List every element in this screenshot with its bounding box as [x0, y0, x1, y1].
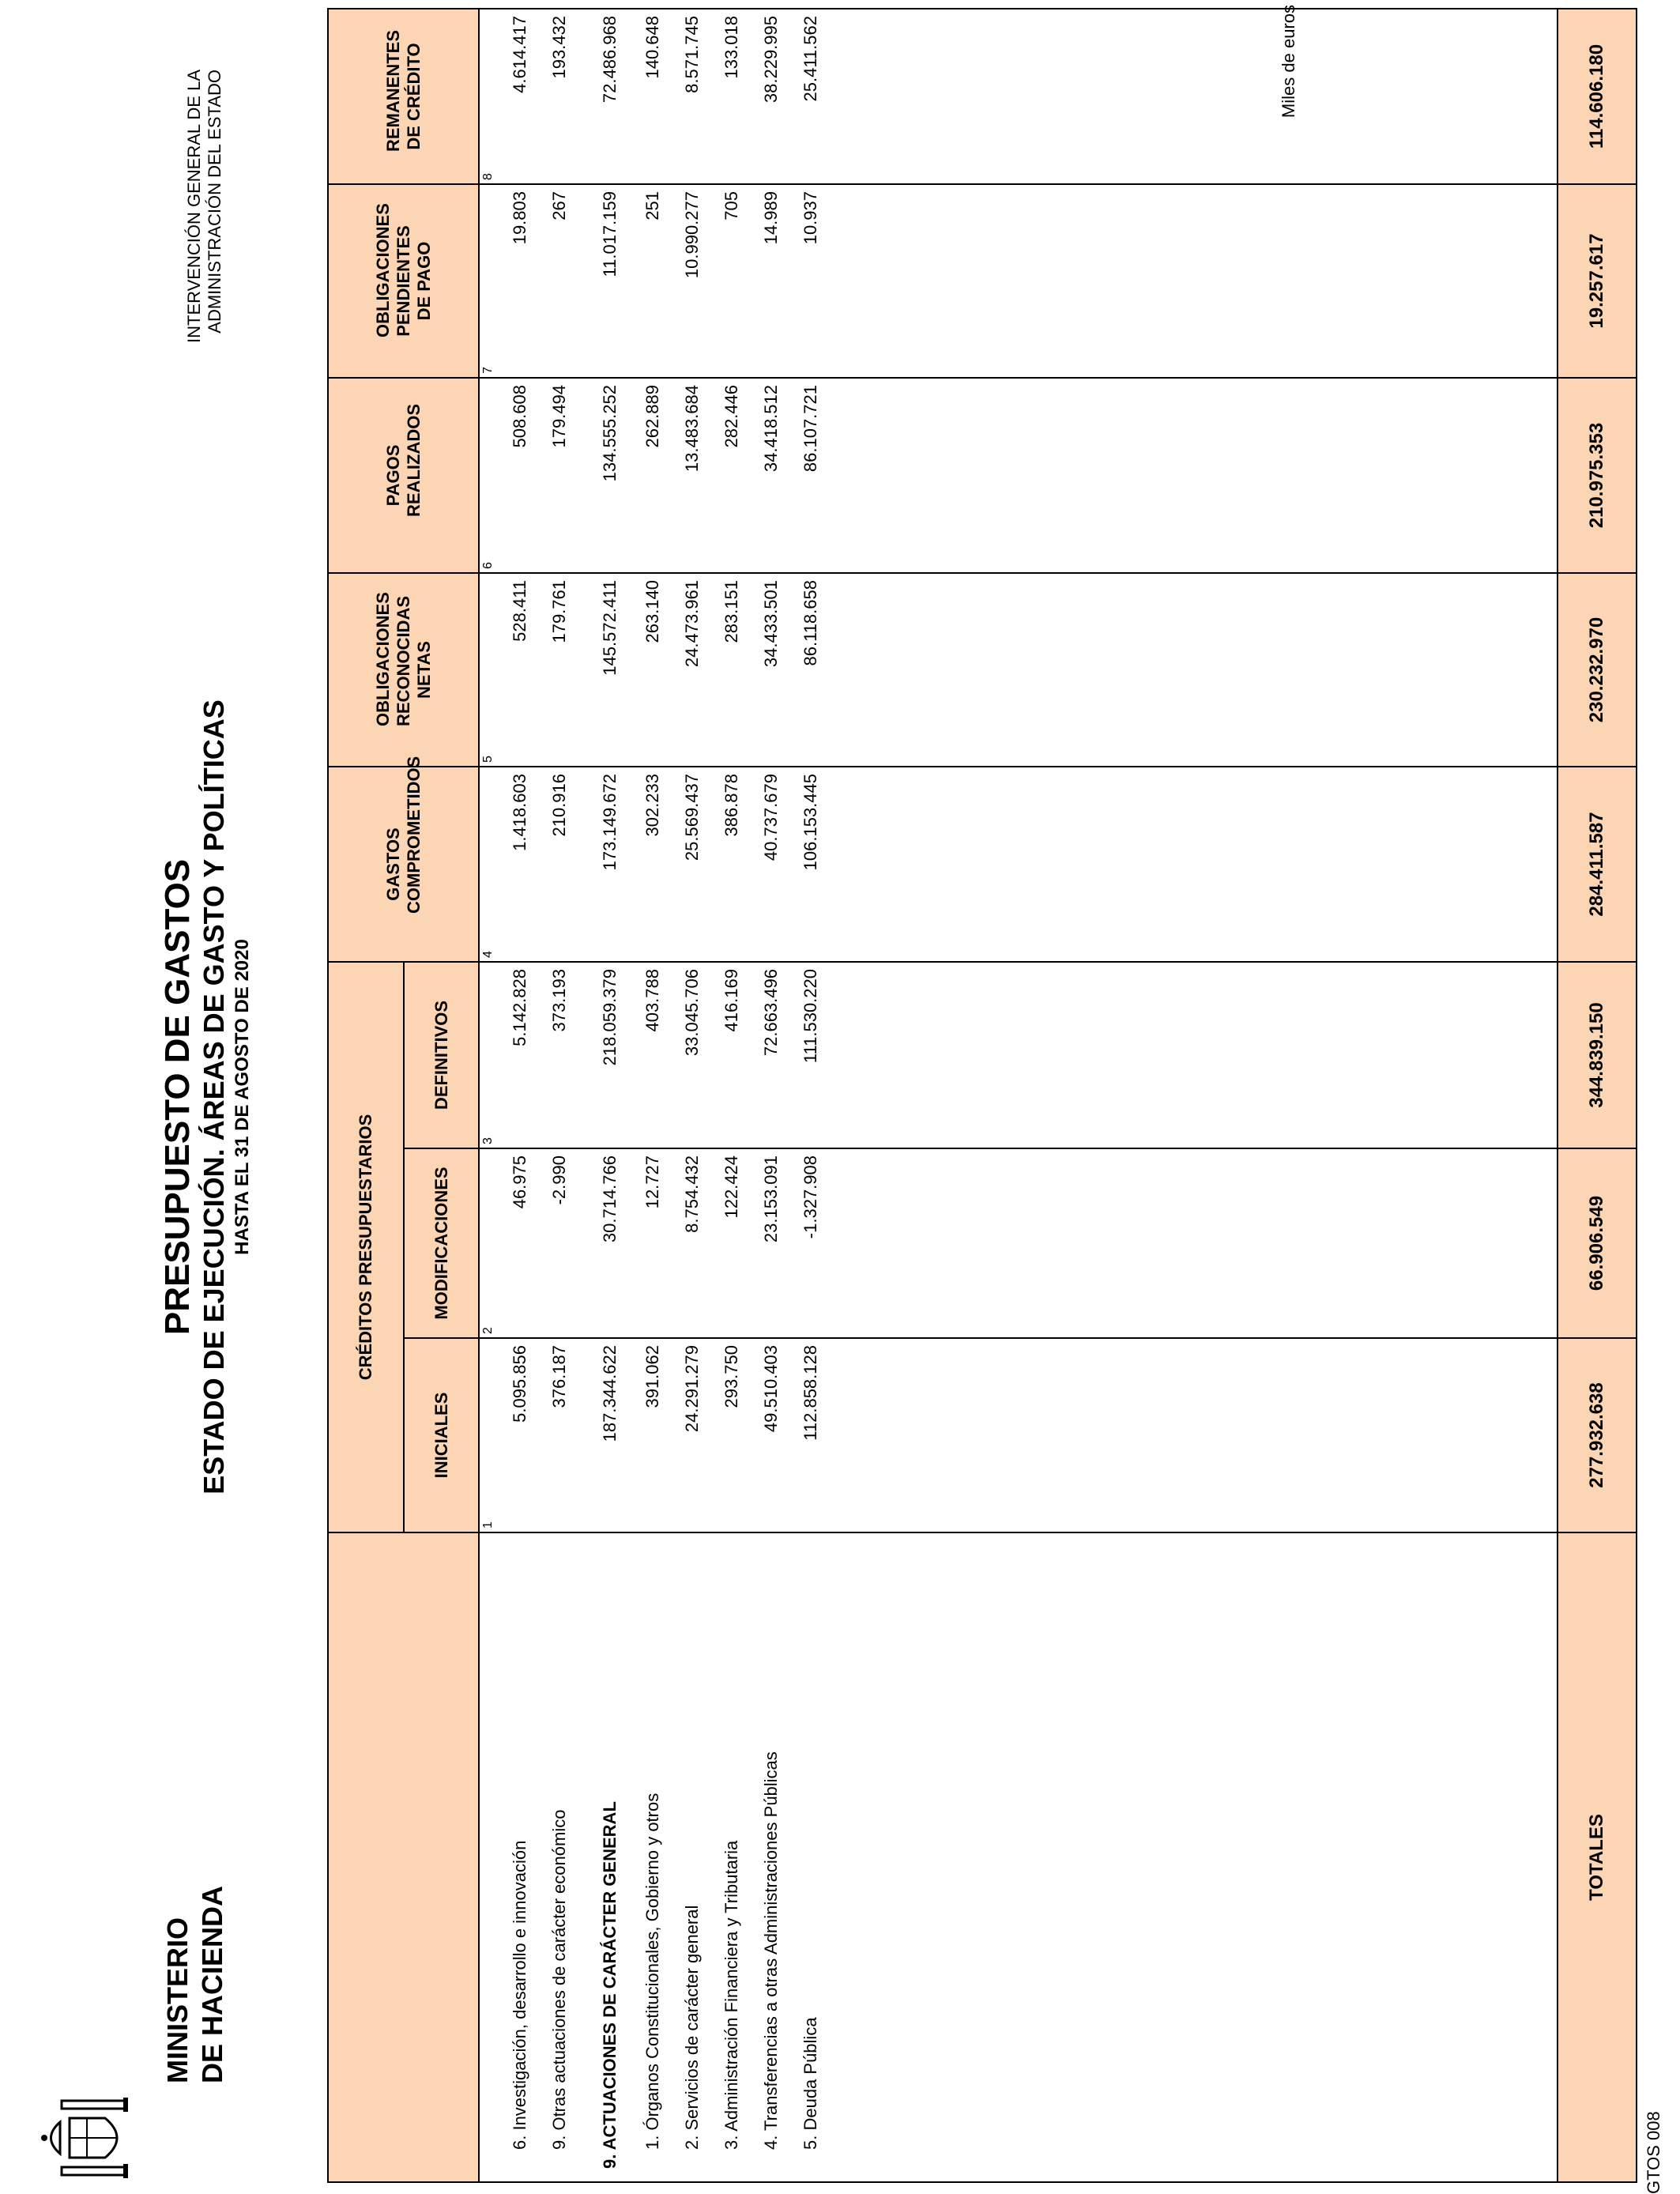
row-value: 282.446 [721, 385, 741, 448]
column-number: 5 [481, 756, 495, 763]
header-remanentes-text: REMANENTES DE CRÉDITO [382, 29, 424, 152]
row-label: 9. Otras actuaciones de carácter económico [549, 1809, 569, 2150]
row-value: 391.062 [642, 1345, 662, 1408]
units-note: Miles de euros [1279, 5, 1298, 119]
row-value: 4.614.417 [510, 16, 529, 93]
column-number: 4 [481, 951, 495, 958]
column-number: 6 [481, 562, 495, 569]
row-label: 1. Órganos Constitucionales, Gobierno y otros [642, 1793, 662, 2150]
ministry-line-2: DE HACIENDA [196, 1885, 228, 2083]
row-value: 72.486.968 [600, 16, 620, 104]
col-3 [479, 962, 1558, 1148]
row-label: 3. Administración Financiera y Tributaria [721, 1840, 741, 2150]
row-value: 5.095.856 [510, 1345, 529, 1423]
row-value: 72.663.496 [761, 969, 781, 1057]
row-label: 2. Servicios de carácter general [682, 1905, 702, 2150]
row-value: -2.990 [549, 1155, 569, 1205]
row-value: 5.142.828 [510, 969, 529, 1046]
total-value: 230.232.970 [1558, 573, 1637, 767]
values-list [480, 574, 831, 766]
total-value: 277.932.638 [1558, 1338, 1637, 1532]
row-value: 33.045.706 [682, 969, 702, 1057]
total-value: 114.606.180 [1558, 9, 1637, 184]
col-2 [479, 1148, 1558, 1338]
row-value: 106.153.445 [800, 774, 820, 871]
ige-name [184, 70, 225, 386]
values-list [480, 185, 831, 377]
col-1 [479, 1338, 1558, 1532]
row-value: 179.494 [549, 385, 569, 448]
ige-line-1: INTERVENCIÓN GENERAL DE LA [184, 70, 204, 343]
header-label-cell [328, 1532, 479, 2182]
row-value: 302.233 [642, 774, 662, 837]
budget-table [327, 8, 1637, 2183]
row-value: 34.418.512 [761, 385, 781, 473]
row-value: 528.411 [510, 580, 529, 642]
row-value: 8.754.432 [682, 1155, 702, 1233]
header-pagos-text: PAGOS REALIZADOS [382, 404, 424, 517]
totals-row [1558, 9, 1637, 2182]
row-value: 705 [721, 191, 741, 221]
row-value: 187.344.622 [600, 1345, 620, 1442]
row-value: 263.140 [642, 580, 662, 643]
row-value: 373.193 [549, 969, 569, 1032]
page-subtitle: ESTADO DE EJECUCIÓN. ÁREAS DE GASTO Y POLÍTICAS [198, 699, 230, 1495]
ige-line-2: ADMINISTRACIÓN DEL ESTADO [205, 70, 224, 334]
header-remanentes [328, 9, 479, 184]
coat-of-arms-icon [38, 2094, 137, 2181]
row-value: 1.418.603 [510, 774, 529, 851]
row-value: 193.432 [549, 16, 569, 79]
row-value: 46.975 [510, 1155, 529, 1209]
labels-list [480, 1533, 831, 2181]
header-obligaciones-text: OBLIGACIONES RECONOCIDAS NETAS [372, 592, 434, 726]
column-number: 8 [481, 173, 495, 180]
header-modificaciones: MODIFICACIONES [404, 1148, 479, 1338]
header-definitivos: DEFINITIVOS [404, 962, 479, 1148]
total-value: 19.257.617 [1558, 184, 1637, 378]
header-pagos [328, 378, 479, 573]
row-value: 40.737.679 [761, 774, 781, 861]
form-code: GTOS 008 [1644, 2111, 1663, 2194]
row-value: 13.483.684 [682, 385, 702, 473]
row-value: 403.788 [642, 969, 662, 1032]
row-value: 210.916 [549, 774, 569, 837]
row-value: 8.571.745 [682, 16, 702, 93]
row-value: 386.878 [721, 774, 741, 837]
row-value: 25.569.437 [682, 774, 702, 861]
values-list [480, 1149, 831, 1337]
row-value: 508.608 [510, 385, 529, 448]
row-value: 267 [549, 191, 569, 221]
row-value: 34.433.501 [761, 580, 781, 668]
page-title: PRESUPUESTO DE GASTOS [158, 858, 197, 1336]
row-value: 12.727 [642, 1155, 662, 1209]
column-number: 2 [481, 1327, 495, 1334]
values-list [480, 379, 831, 572]
row-value: 140.648 [642, 16, 662, 79]
labels-column [479, 1532, 1558, 2182]
row-value: 262.889 [642, 385, 662, 448]
values-list [480, 1339, 831, 1532]
row-label: 4. Transferencias a otras Administraciones Públicas [761, 1751, 781, 2150]
row-value: 293.750 [721, 1345, 741, 1408]
row-value: 145.572.411 [600, 580, 620, 676]
header-obligaciones [328, 573, 479, 767]
row-value: 122.424 [721, 1155, 741, 1219]
header-creditos: CRÉDITOS PRESUPUESTARIOS [328, 962, 404, 1532]
row-value: 25.411.562 [800, 16, 820, 102]
row-value: 179.761 [549, 580, 569, 643]
row-value: 133.018 [721, 16, 741, 79]
col-4 [479, 767, 1558, 962]
row-value: 111.530.220 [800, 969, 820, 1064]
row-value: 23.153.091 [761, 1155, 781, 1243]
column-number: 7 [481, 367, 495, 374]
row-value: 112.858.128 [800, 1345, 820, 1441]
row-value: 173.149.672 [600, 774, 620, 871]
row-value: 10.937 [800, 191, 820, 245]
total-value: 66.906.549 [1558, 1148, 1637, 1338]
header-pendientes [328, 184, 479, 378]
row-value: 86.107.721 [800, 385, 820, 473]
row-value: 10.990.277 [682, 191, 702, 279]
ministry-line-1: MINISTERIO [161, 1917, 194, 2083]
row-value: 134.555.252 [600, 385, 620, 482]
row-value: 86.118.658 [800, 580, 820, 666]
row-value: 376.187 [549, 1345, 569, 1408]
row-value: 251 [642, 191, 662, 221]
row-value: -1.327.908 [800, 1155, 820, 1239]
row-value: 14.989 [761, 191, 781, 245]
row-label: 6. Investigación, desarrollo e innovación [510, 1840, 529, 2150]
values-list [480, 767, 831, 961]
column-number: 3 [481, 1137, 495, 1144]
column-number: 1 [481, 1521, 495, 1529]
row-value: 11.017.159 [600, 191, 620, 277]
total-value: 210.975.353 [1558, 378, 1637, 573]
header-gastos [328, 756, 479, 962]
row-value: 30.714.766 [600, 1155, 620, 1243]
header-pendientes-text: OBLIGACIONES PENDIENTES DE PAGO [372, 203, 434, 337]
row-value: 416.169 [721, 969, 741, 1032]
totals-label: TOTALES [1558, 1532, 1637, 2182]
row-label: 9. ACTUACIONES DE CARÁCTER GENERAL [600, 1801, 620, 2169]
header-iniciales: INICIALES [404, 1338, 479, 1532]
values-list [480, 9, 831, 183]
row-value: 38.229.995 [761, 16, 781, 104]
col-7 [479, 184, 1558, 378]
header-gastos-text: GASTOS COMPROMETIDOS [382, 756, 424, 914]
row-value: 24.291.279 [682, 1345, 702, 1433]
row-value: 19.803 [510, 191, 529, 245]
total-value: 284.411.587 [1558, 767, 1637, 962]
row-value: 24.473.961 [682, 580, 702, 668]
page-date: HASTA EL 31 DE AGOSTO DE 2020 [232, 939, 253, 1255]
col-6 [479, 378, 1558, 573]
row-value: 49.510.403 [761, 1345, 781, 1433]
col-5 [479, 573, 1558, 767]
row-label: 5. Deuda Pública [800, 2017, 820, 2150]
row-value: 218.059.379 [600, 969, 620, 1066]
total-value: 344.839.150 [1558, 962, 1637, 1148]
col-8 [479, 9, 1558, 184]
row-value: 283.151 [721, 580, 741, 643]
values-list [480, 963, 831, 1148]
